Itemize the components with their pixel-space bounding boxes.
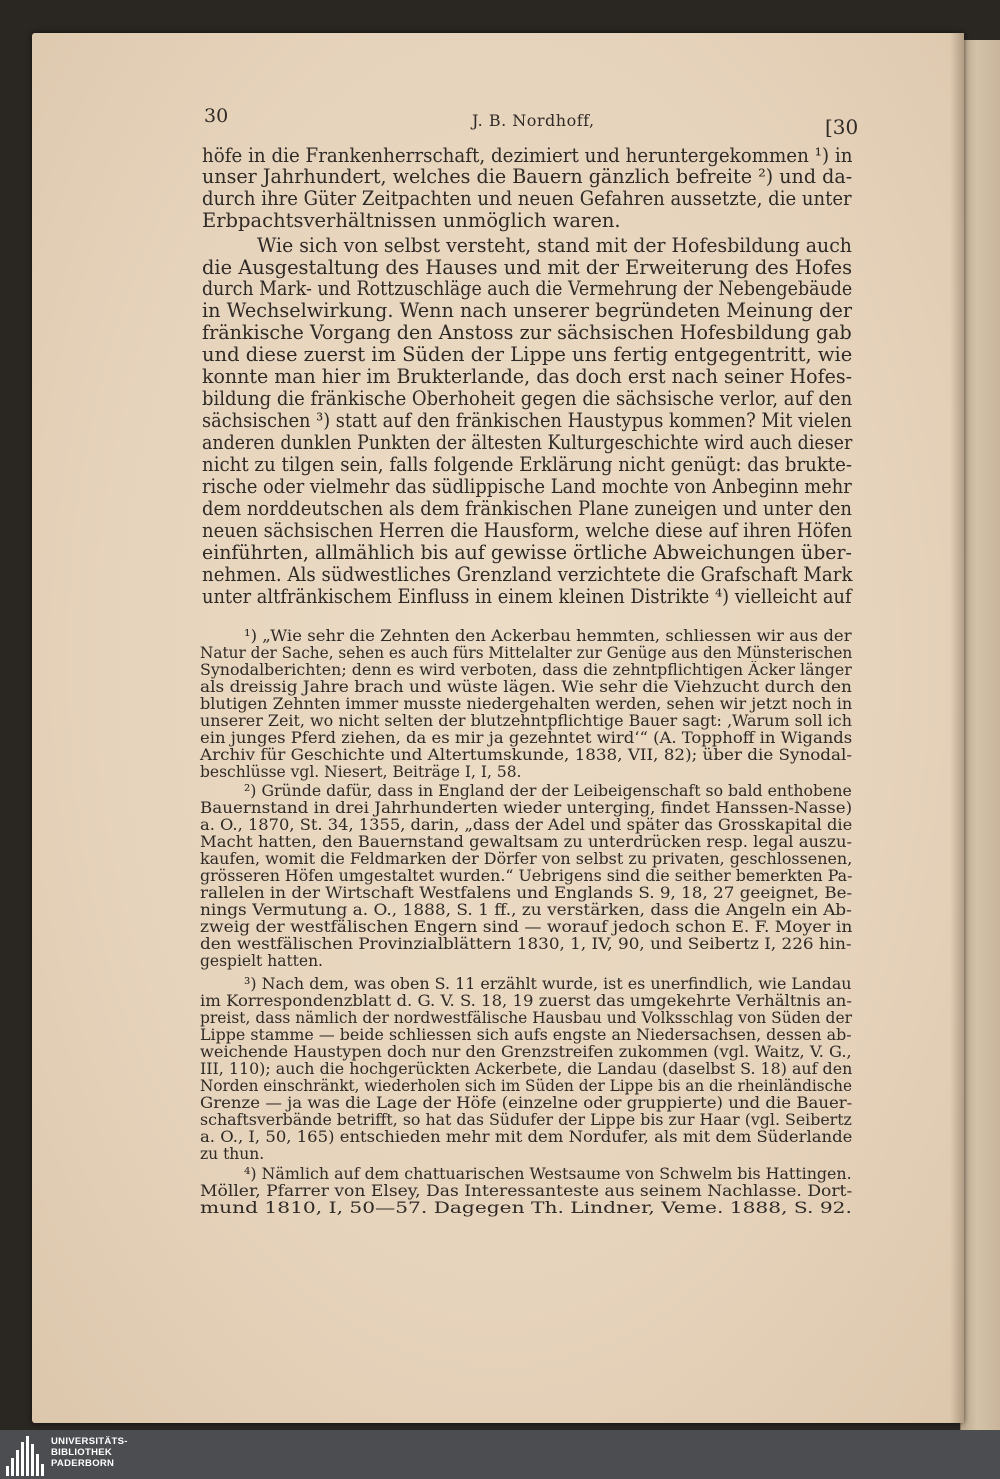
- logo-line-1: UNIVERSITÄTS-: [51, 1436, 128, 1447]
- footnote-line: ein junges Pferd ziehen, da es mir ja gezehntet wird‘“ (A. Topphoff in Wigands: [200, 729, 853, 747]
- footnote-line: im Korrespondenzblatt d. G. V. S. 18, 19 zuerst das umgekehrte Verhältnis an-: [200, 992, 852, 1010]
- book-page: [32, 33, 964, 1423]
- body-line: rische oder vielmehr das südlippische Land mochte von Anbeginn mehr: [202, 475, 852, 498]
- footnote-line: Norden einschränkt, wiederholen sich im Süden der Lippe bis an die rheinländische: [200, 1077, 852, 1095]
- body-line: nicht zu tilgen sein, falls folgende Erklärung nicht genügt: das brukte-: [202, 453, 853, 476]
- logo-line-3: PADERBORN: [51, 1458, 115, 1469]
- footnote-line: ³) Nach dem, was oben S. 11 erzählt wurde, ist es unerfindlich, wie Landau: [244, 975, 852, 993]
- page-gutter-shadow: [950, 33, 964, 1423]
- body-line: unser Jahrhundert, welches die Bauern gänzlich befreite ²) und da-: [202, 165, 853, 188]
- footnote-line: Archiv für Geschichte und Altertumskunde, 1838, VII, 82); über die Synodal-: [200, 746, 853, 764]
- footnote-line: als dreissig Jahre brach und wüste lägen. Wie sehr die Viehzucht durch den: [200, 678, 852, 696]
- body-line: einführten, allmählich bis auf gewisse örtliche Abweichungen über-: [202, 541, 852, 564]
- body-line: sächsischen ³) statt auf den fränkischen Haustypus kommen? Mit vielen: [202, 409, 852, 432]
- footnote-line: rallelen in der Wirtschaft Westfalens und Englands S. 9, 18, 27 geeignet, Be-: [200, 884, 853, 902]
- body-line: durch ihre Güter Zeitpachten und neuen Gefahren aussetzte, die unter: [202, 187, 852, 210]
- body-line: und diese zuerst im Süden der Lippe uns fertig entgegentritt, wie: [202, 343, 853, 366]
- footnote-line: ¹) „Wie sehr die Zehnten den Ackerbau hemmten, schliessen wir aus der: [244, 627, 852, 645]
- body-line: die Ausgestaltung des Hauses und mit der Erweiterung des Hofes: [202, 256, 853, 279]
- body-line: konnte man hier im Brukterlande, das doch erst nach seiner Hofes-: [202, 365, 852, 388]
- body-line: durch Mark- und Rottzuschläge auch die Vermehrung der Nebengebäude: [202, 277, 853, 300]
- footnote-line: schaftsverbände betrifft, so hat das Südufer der Lippe bis zur Haar (vgl. Seibertz: [200, 1111, 852, 1129]
- footnote-line: gespielt hatten.: [200, 952, 323, 970]
- running-head-author: J. B. Nordhoff,: [472, 111, 595, 130]
- footnote-line: Grenze — ja was die Lage der Höfe (einzelne oder gruppierte) und die Bauer-: [200, 1094, 853, 1112]
- footnote-line: zweig der westfälischen Engern sind — worauf jedoch schon E. F. Moyer in: [200, 918, 853, 936]
- body-line: Erbpachtsverhältnissen unmöglich waren.: [202, 209, 621, 232]
- footnote-line: zu thun.: [200, 1145, 265, 1163]
- footnote-line: a. O., 1870, St. 34, 1355, darin, „dass der Adel und später das Grosskapital die: [200, 816, 853, 834]
- footnote-line: beschlüsse vgl. Niesert, Beiträge I, I, 58.: [200, 763, 522, 781]
- footnote-line: ⁴) Nämlich auf dem chattuarischen Westsaume von Schwelm bis Hattingen.: [244, 1165, 852, 1183]
- page-number-left: 30: [204, 105, 229, 127]
- footnote-line: blutigen Zehnten immer musste niedergehalten werden, sehen wir jetzt noch in: [200, 695, 853, 713]
- library-logo-icon: [6, 1434, 46, 1476]
- footnote-line: Macht hatten, den Bauernstand gewaltsam zu unterdrücken resp. legal auszu-: [200, 833, 853, 851]
- body-line: unter altfränkischem Einfluss in einem kleinen Distrikte ⁴) vielleicht auf: [202, 585, 852, 608]
- body-line: anderen dunklen Punkten der ältesten Kulturgeschichte wird auch dieser: [202, 431, 853, 454]
- body-line: dem norddeutschen als dem fränkischen Plane zuneigen und unter den: [202, 497, 852, 520]
- footnote-line: a. O., I, 50, 165) entschieden mehr mit dem Nordufer, als mit dem Süderlande: [200, 1128, 853, 1146]
- library-footer-bar: [0, 1430, 1000, 1479]
- footnote-line: ²) Gründe dafür, dass in England der der Leibeigenschaft so bald enthobene: [244, 782, 852, 800]
- footnote-line: mund 1810, I, 50—57. Dagegen Th. Lindner, Veme. 1888, S. 92.: [200, 1199, 852, 1217]
- footnote-line: III, 110); auch die hochgerückten Ackerbete, die Landau (daselbst S. 18) auf den: [200, 1060, 853, 1078]
- footnote-line: preist, dass nämlich der nordwestfälische Hausbau und Volksschlag von Süden der: [200, 1009, 852, 1027]
- footnote-line: grösseren Höfen umgestaltet wurden.“ Uebrigens sind die seither bemerkten Pa-: [200, 867, 853, 885]
- footnote-line: Lippe stamme — beide schliessen sich aufs engste an Niedersachsen, dessen ab-: [200, 1026, 852, 1044]
- footnote-line: den westfälischen Provinzialblättern 1830, 1, IV, 90, und Seibertz I, 226 hin-: [200, 935, 852, 953]
- footnote-line: Synodalberichten; denn es wird verboten, dass die zehntpflichtigen Äcker länger: [200, 661, 852, 679]
- body-line: nehmen. Als südwestliches Grenzland verzichtete die Grafschaft Mark: [202, 563, 853, 586]
- body-line: fränkische Vorgang den Anstoss zur sächsischen Hofesbildung gab: [202, 321, 852, 344]
- footnote-line: nings Vermutung a. O., 1888, S. 1 ff., zu verstärken, dass die Angeln ein Ab-: [200, 901, 852, 919]
- body-line: Wie sich von selbst versteht, stand mit der Hofesbildung auch: [257, 234, 852, 257]
- logo-line-2: BIBLIOTHEK: [51, 1447, 113, 1458]
- footnote-line: Möller, Pfarrer von Elsey, Das Interessanteste aus seinem Nachlasse. Dort-: [200, 1182, 853, 1200]
- body-line: höfe in die Frankenherrschaft, dezimiert und heruntergekommen ¹) in: [202, 144, 853, 167]
- footnote-line: unserer Zeit, wo nicht selten der blutzehntpflichtige Bauer sagt: ‚Warum soll ich: [200, 712, 852, 730]
- footnote-line: weichende Haustypen doch nur den Grenzstreifen zukommen (vgl. Waitz, V. G.,: [200, 1043, 852, 1061]
- body-line: in Wechselwirkung. Wenn nach unserer begründeten Meinung der: [202, 299, 853, 322]
- body-line: neuen sächsischen Herren die Hausform, welche diese auf ihren Höfen: [202, 519, 853, 542]
- footnote-line: kaufen, womit die Feldmarken der Dörfer von selbst zu privaten, geschlossenen,: [200, 850, 853, 868]
- next-page-edge: [960, 40, 1000, 1430]
- body-line: bildung die fränkische Oberhoheit gegen die sächsische verlor, auf den: [202, 387, 853, 410]
- library-logo-text: [51, 1436, 128, 1469]
- footnote-line: Bauernstand in drei Jahrhunderten wieder unterging, findet Hanssen-Nasse): [200, 799, 853, 817]
- page-number-right: [30: [825, 115, 859, 139]
- footnote-line: Natur der Sache, sehen es auch fürs Mittelalter zur Genüge aus den Münsterischen: [200, 644, 853, 662]
